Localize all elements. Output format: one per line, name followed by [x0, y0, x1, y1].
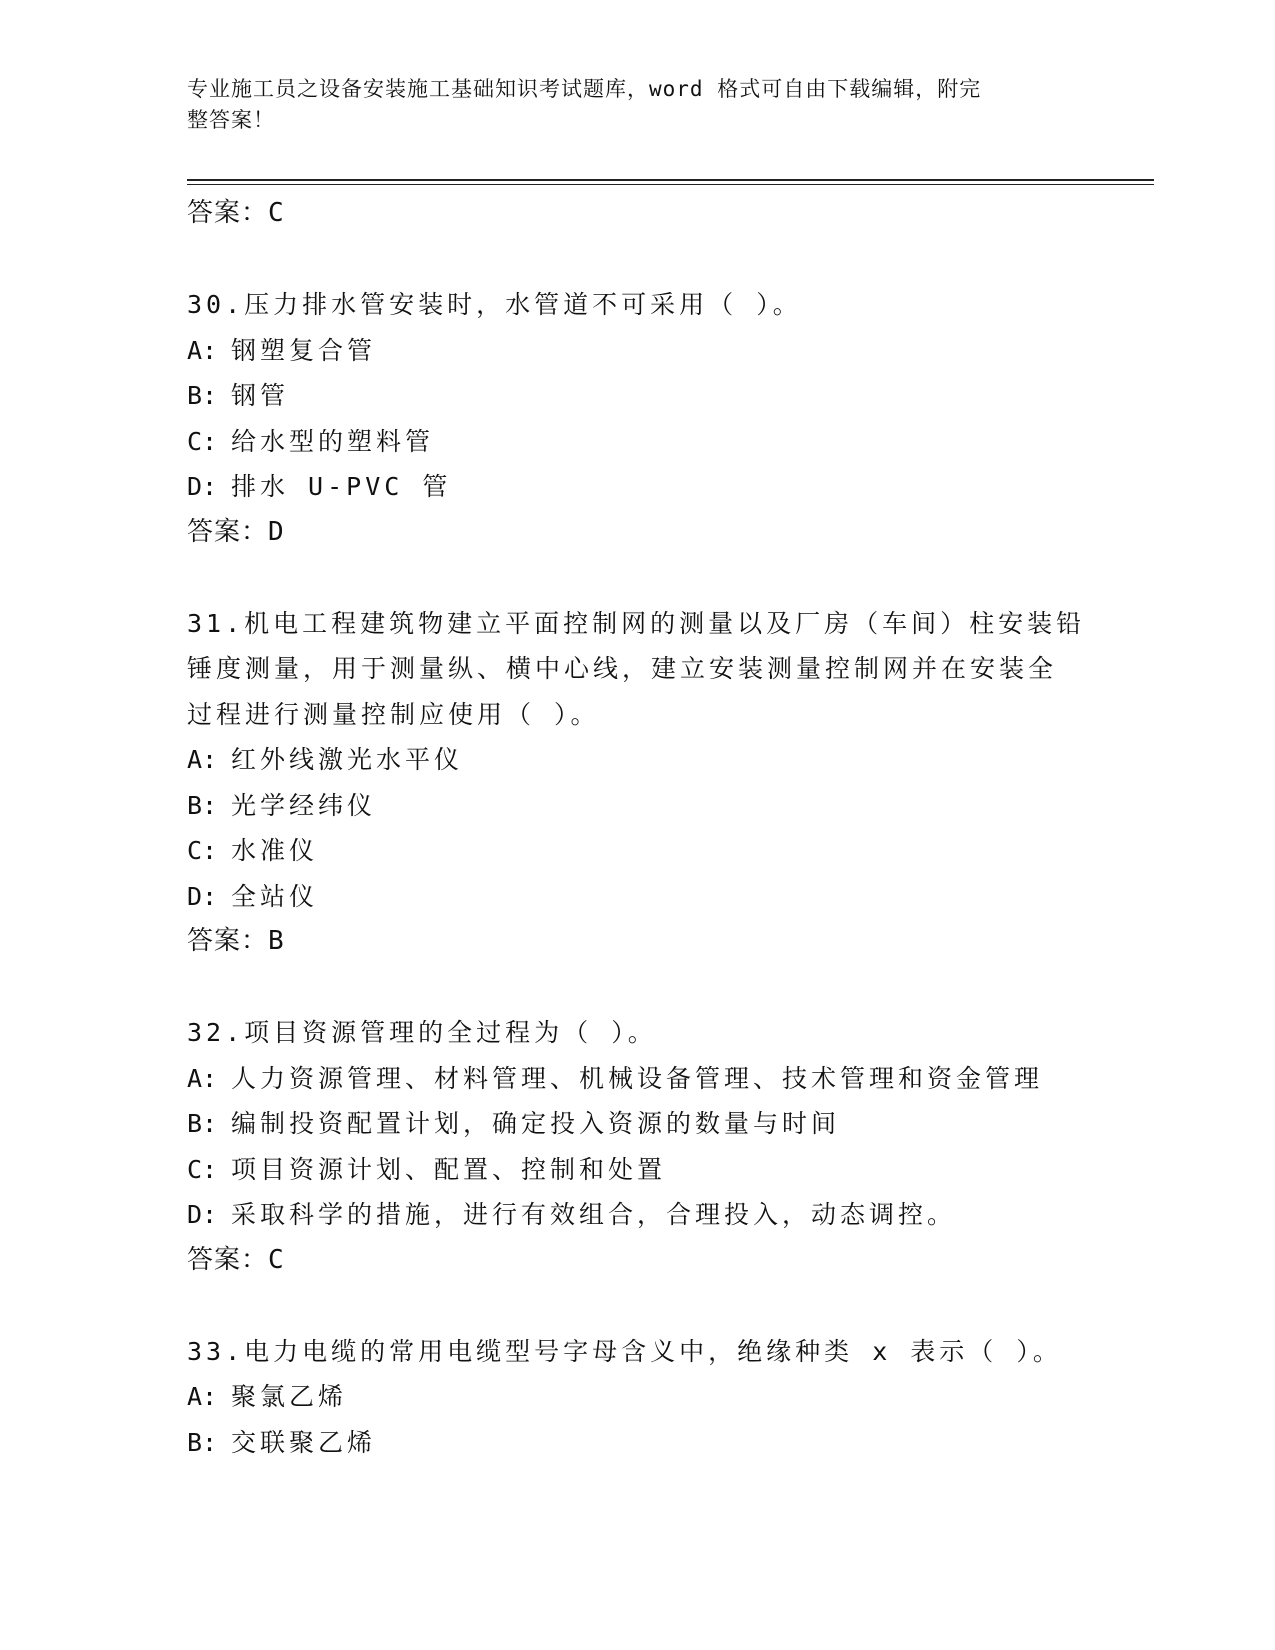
answer-value: C: [268, 198, 285, 228]
option-text: 给水型的塑料管: [231, 426, 435, 456]
answer-label: 答案：: [187, 198, 269, 228]
option-text: 聚氯乙烯: [231, 1382, 348, 1411]
option-a: [187, 1374, 1087, 1420]
option-text: 钢塑复合管: [231, 335, 377, 365]
option-c: [187, 828, 1087, 874]
option-key: B:: [187, 1109, 218, 1138]
question-33: [187, 1329, 1087, 1466]
question-31: [187, 601, 1087, 965]
answer-label: 答案：: [187, 516, 269, 547]
option-text: 全站仪: [231, 881, 319, 911]
option-a: [187, 1056, 1087, 1102]
answer-line: [187, 510, 1087, 555]
option-a: [187, 737, 1087, 783]
option-key: A:: [187, 1382, 218, 1411]
option-text: 光学经纬仪: [231, 790, 377, 820]
answer-line: [187, 1238, 1087, 1283]
option-key: C:: [187, 836, 218, 865]
option-c: [187, 419, 1087, 465]
question-stem: 过程进行测量控制应使用（ ）。: [187, 699, 600, 729]
option-key: B:: [187, 790, 218, 820]
option-b: [187, 1420, 1087, 1466]
question-stem: 31.机电工程建筑物建立平面控制网的测量以及厂房（车间）柱安装铅: [187, 608, 1086, 638]
option-text: 排水 U-PVC 管: [231, 472, 452, 501]
option-key: D:: [187, 472, 218, 501]
option-key: C:: [187, 426, 218, 456]
option-key: B:: [187, 381, 218, 410]
option-text: 采取科学的措施，进行有效组合，合理投入，动态调控。: [231, 1200, 957, 1229]
option-d: [187, 464, 1087, 510]
answer-line: [187, 919, 1087, 964]
question-32: [187, 1010, 1087, 1283]
question-stem: 锤度测量，用于测量纵、横中心线，建立安装测量控制网并在安装全: [187, 654, 1058, 683]
answer-value: C: [268, 1244, 285, 1275]
option-text: 人力资源管理、材料管理、机械设备管理、技术管理和资金管理: [231, 1063, 1044, 1093]
option-text: 交联聚乙烯: [231, 1427, 377, 1457]
document-header: [187, 74, 1067, 136]
option-d: [187, 1192, 1087, 1238]
option-key: D:: [187, 881, 218, 911]
question-stem: 30.压力排水管安装时，水管道不可采用（ ）。: [187, 290, 802, 319]
answer-value: B: [268, 926, 285, 956]
option-b: [187, 373, 1087, 419]
option-text: 编制投资配置计划，确定投入资源的数量与时间: [231, 1109, 841, 1138]
option-key: C:: [187, 1154, 218, 1184]
option-key: A:: [187, 1063, 218, 1093]
option-key: D:: [187, 1200, 218, 1229]
option-text: 水准仪: [231, 836, 319, 865]
option-c: [187, 1147, 1087, 1193]
option-text: 项目资源计划、配置、控制和处置: [231, 1154, 667, 1184]
header-line-1: 专业施工员之设备安装施工基础知识考试题库，word 格式可自由下载编辑，附完: [187, 77, 982, 101]
option-key: B:: [187, 1427, 218, 1457]
option-key: A:: [187, 745, 218, 774]
option-text: 钢管: [231, 381, 290, 410]
question-stem: 32.项目资源管理的全过程为（ ）。: [187, 1018, 657, 1047]
header-divider-thin: [187, 184, 1154, 185]
option-b: [187, 783, 1087, 829]
header-line-2: 整答案！: [187, 108, 275, 132]
question-30: [187, 282, 1087, 555]
option-d: [187, 874, 1087, 920]
answer-label: 答案：: [187, 926, 269, 956]
question-stem: 33.电力电缆的常用电缆型号字母含义中，绝缘种类 x 表示（ ）。: [187, 1336, 1062, 1366]
question-list: [187, 191, 1087, 1465]
answer-line: [187, 191, 1087, 236]
option-key: A:: [187, 335, 218, 365]
answer-value: D: [268, 516, 285, 547]
answer-label: 答案：: [187, 1244, 269, 1275]
option-text: 红外线激光水平仪: [231, 745, 464, 774]
header-divider: [187, 179, 1154, 181]
option-b: [187, 1101, 1087, 1147]
option-a: [187, 328, 1087, 374]
